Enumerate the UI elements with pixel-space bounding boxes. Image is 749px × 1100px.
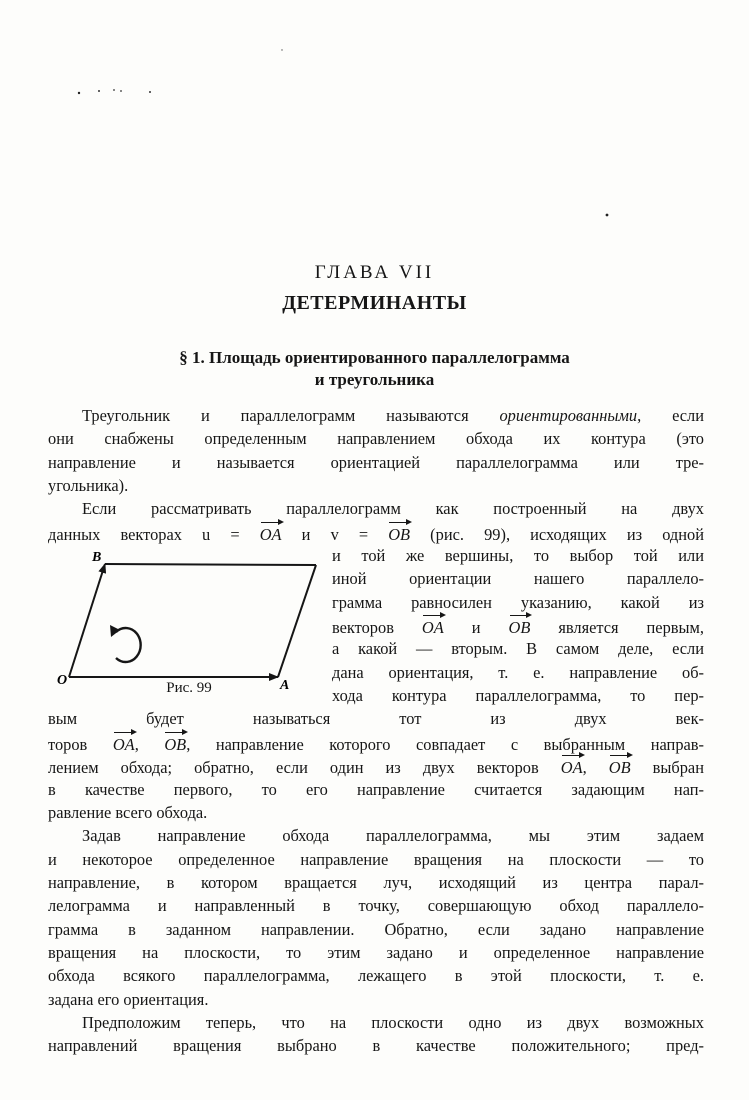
text-line: векторов OA и OB является первым, bbox=[48, 614, 704, 637]
text-line: торов OA, OB, направление которого совпадает с выбранным направ- bbox=[48, 731, 704, 754]
text-line: иной ориентации нашего параллело- bbox=[332, 569, 704, 589]
vector-oa: OA bbox=[113, 731, 135, 756]
text-line: грамма в заданном направлении. Обратно, если задано направление bbox=[48, 919, 704, 939]
vector-ob: OB bbox=[609, 754, 631, 779]
vector-ob-arrow bbox=[69, 564, 105, 677]
scan-specks bbox=[0, 0, 749, 240]
text-line: Треугольник и параллелограмм называются ориентированными, если bbox=[82, 406, 704, 425]
text-line: в качестве первого, то его направление считается задающим нап- bbox=[48, 779, 704, 799]
text-line: дана ориентация, т. е. направление об- bbox=[332, 662, 704, 682]
chapter-heading: ГЛАВА VII bbox=[314, 262, 435, 283]
text-line: угольника). bbox=[48, 476, 129, 496]
figure-caption: Рис. 99 bbox=[166, 680, 212, 697]
label-b: B bbox=[92, 550, 102, 566]
text-line: Если рассматривать параллелограмм как построенный на двух bbox=[82, 499, 704, 519]
text-line: направление и называется ориентацией параллелограмма или тре- bbox=[48, 452, 704, 472]
section-heading-line-2: и треугольника bbox=[314, 370, 435, 389]
text-line: лением обхода; обратно, если один из двух векторов OA, OB выбран bbox=[48, 754, 704, 777]
side-b-to-c bbox=[105, 564, 316, 565]
text-line: они снабжены определенным направлением обхода их контура (это bbox=[48, 429, 704, 449]
vector-ob: OB bbox=[388, 521, 410, 546]
text-line: задана его ориентация. bbox=[48, 989, 209, 1009]
section-heading-line-1: § 1. Площадь ориентированного параллелограмма bbox=[179, 348, 570, 367]
body-text bbox=[48, 404, 704, 1058]
text-line: и той же вершины, то выбор той или bbox=[332, 546, 704, 566]
text-line: обхода всякого параллелограмма, лежащего в этой плоскости, т. е. bbox=[48, 966, 704, 986]
text-line: лелограмма и направленный в точку, совершающую обход параллело- bbox=[48, 896, 704, 916]
text-line: и некоторое определенное направление вращения на плоскости — то bbox=[48, 849, 704, 869]
text-line: равление всего обхода. bbox=[48, 802, 208, 822]
vector-oa: OA bbox=[260, 521, 282, 546]
text-line: вращения на плоскости, то этим задано и определенное направление bbox=[48, 942, 704, 962]
text-line: данных векторах u = OA и v = OB (рис. 99), исходящих из одной bbox=[48, 521, 704, 544]
vector-ob: OB bbox=[164, 731, 186, 756]
emphasis-term: ориентированными bbox=[499, 406, 638, 425]
vector-oa: OA bbox=[561, 754, 583, 779]
text-line: Задав направление обхода параллелограмма, мы этим задаем bbox=[82, 826, 704, 846]
text-line: хода контура параллелограмма, то пер- bbox=[332, 686, 704, 706]
text-line: вым будет называться тот из двух век- bbox=[48, 709, 704, 729]
text-line: а какой — вторым. В самом деле, если bbox=[332, 639, 704, 659]
vector-ob: OB bbox=[509, 614, 531, 639]
text-line: грамма равносилен указанию, какой из bbox=[332, 592, 704, 612]
orientation-arc-arrow bbox=[116, 628, 141, 662]
label-o: O bbox=[57, 673, 68, 689]
text-line: Предположим теперь, что на плоскости одно из двух возможных bbox=[82, 1012, 704, 1032]
label-a: A bbox=[280, 678, 290, 694]
figure-99 bbox=[48, 544, 330, 705]
section-heading bbox=[0, 347, 749, 391]
side-a-to-c bbox=[278, 565, 316, 677]
chapter-title: ДЕТЕРМИНАНТЫ bbox=[282, 292, 467, 314]
vector-oa: OA bbox=[422, 614, 444, 639]
text-line: направлений вращения выбрано в качестве положительного; пред- bbox=[48, 1036, 704, 1056]
text-line: направление, в котором вращается луч, исходящий из центра парал- bbox=[48, 872, 704, 892]
